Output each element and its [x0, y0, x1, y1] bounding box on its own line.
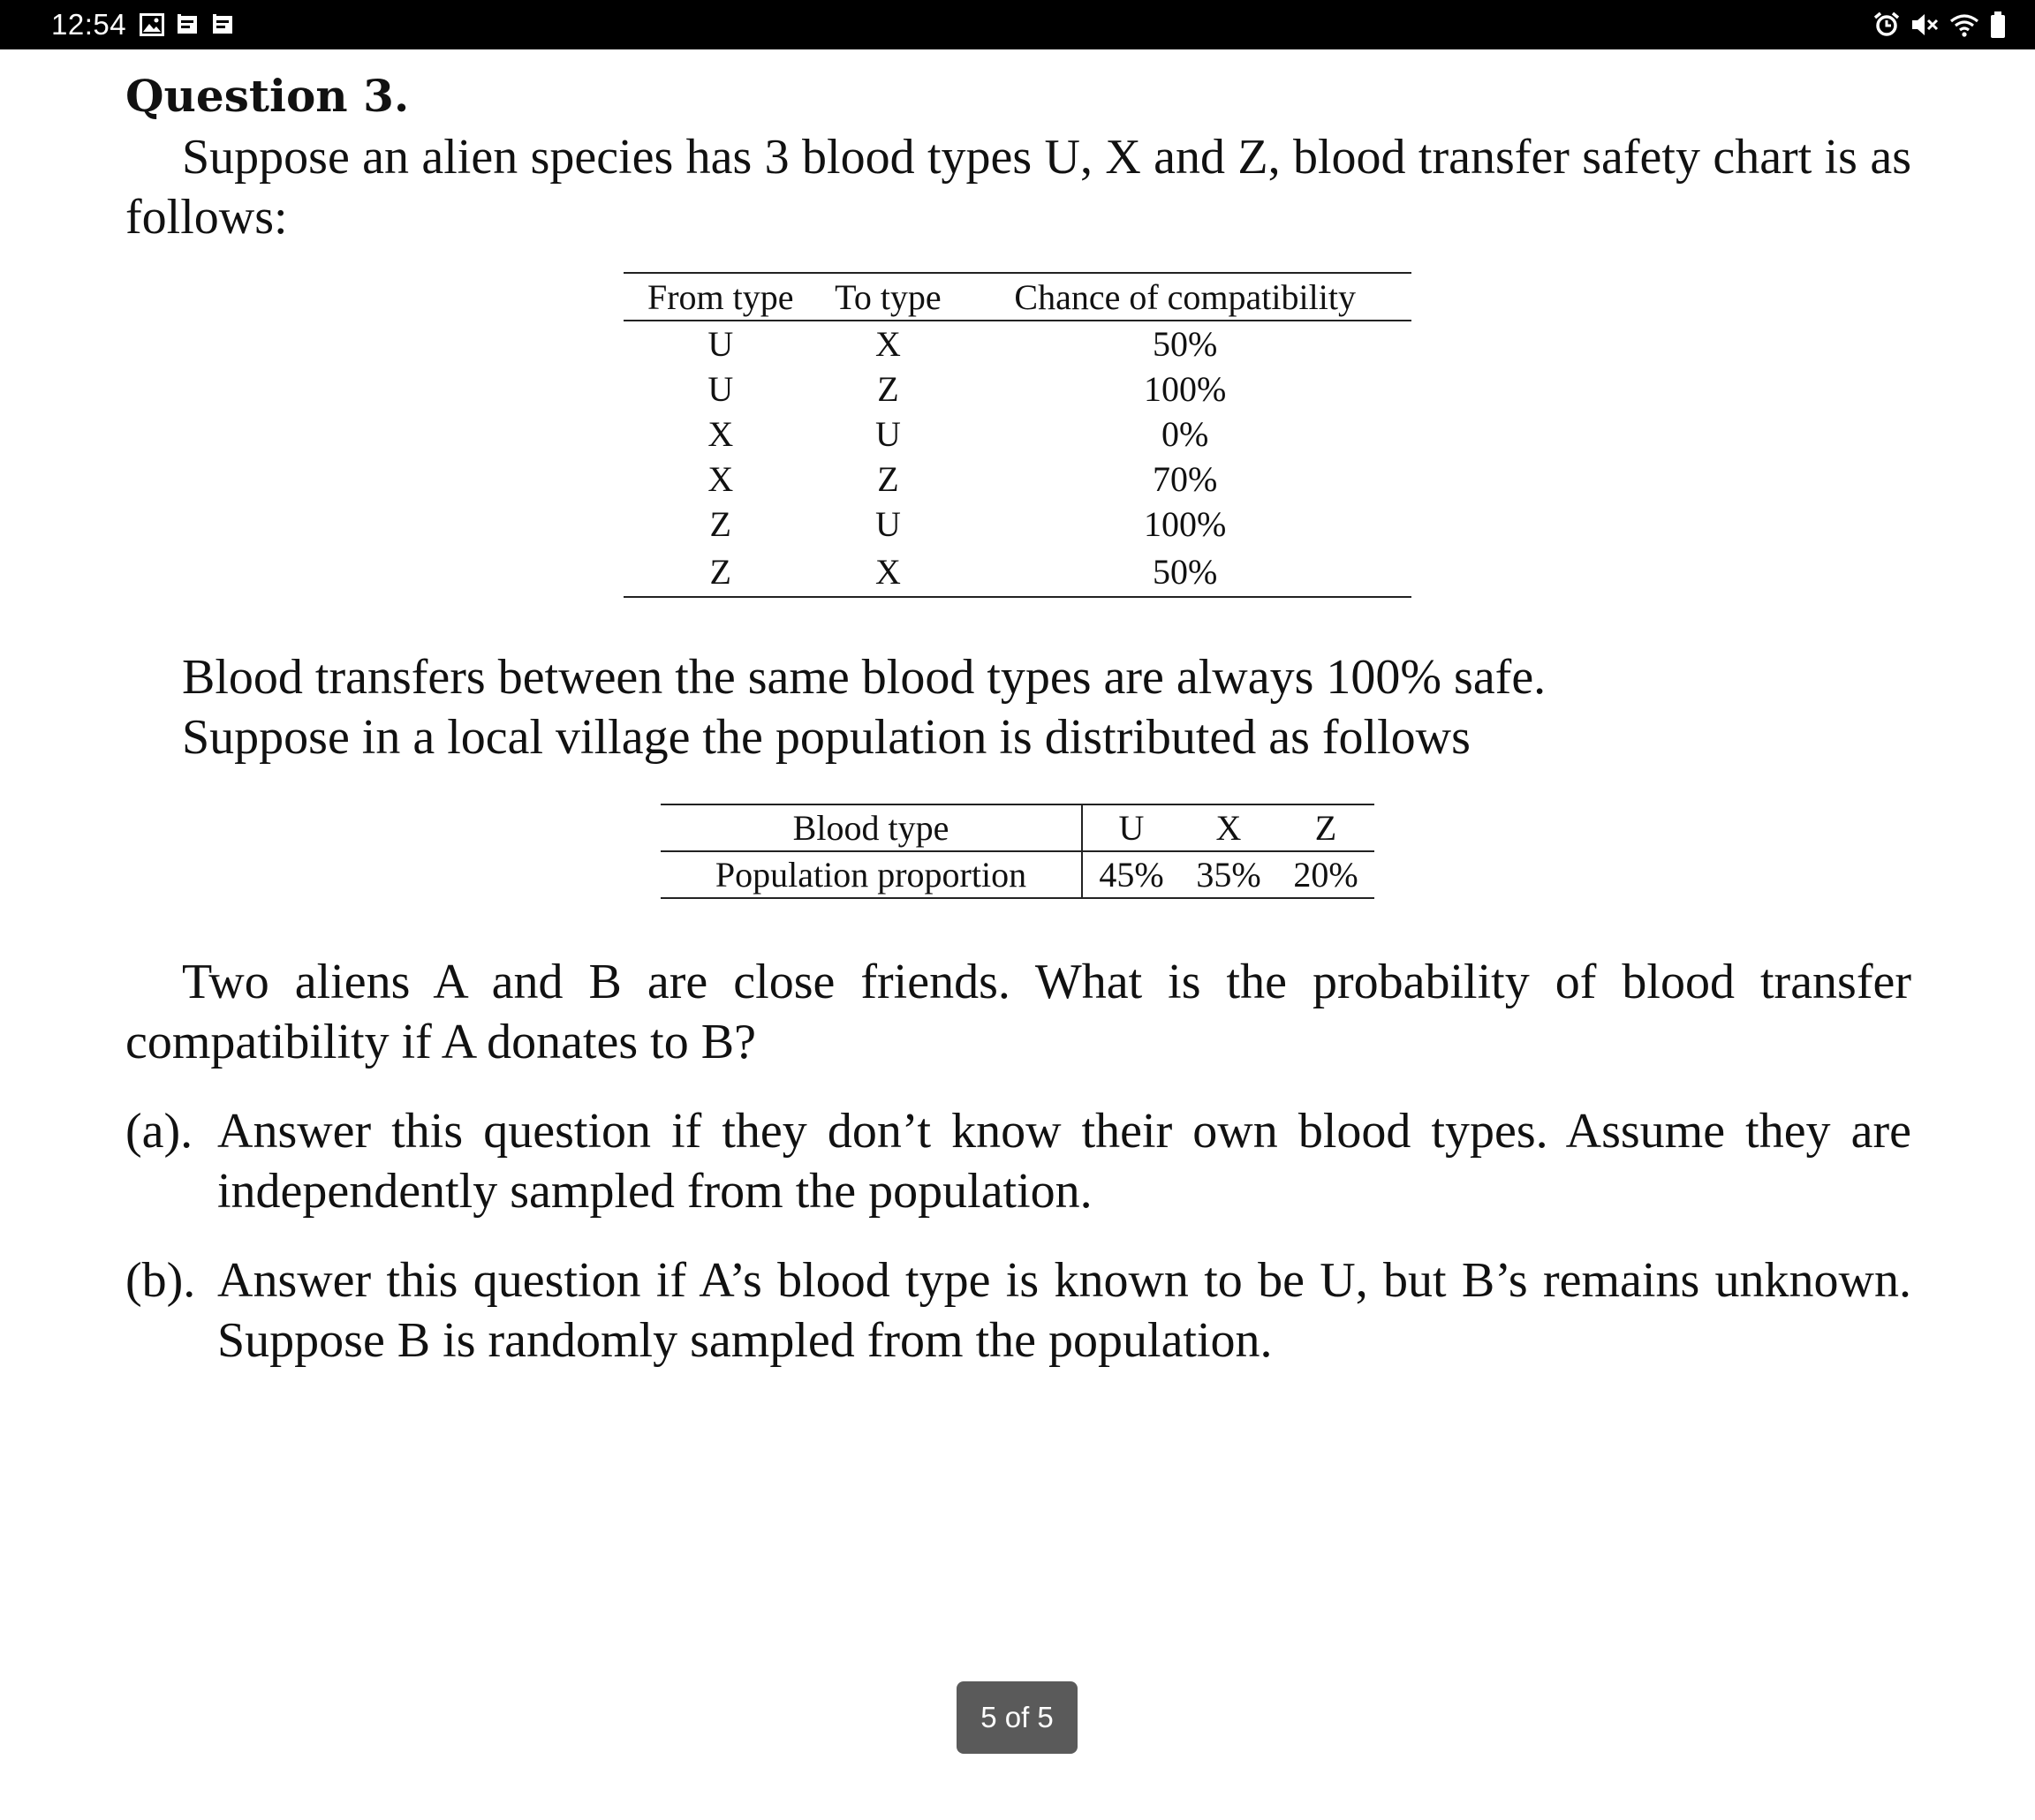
friends-question: Two aliens A and B are close friends. What is the probability of blood transfer compatibility if A donates to B? [125, 955, 1911, 1069]
table-cell: U [1082, 804, 1180, 851]
column-header: Chance of compatibility [958, 273, 1411, 321]
part-b [125, 1250, 1911, 1371]
table-row [624, 366, 1411, 412]
part-a-text: Answer this question if they don’t know their own blood types. Assume they are independently sampled from the population. [217, 1104, 1911, 1219]
table-cell: U [874, 414, 901, 454]
table-cell: 20% [1293, 855, 1358, 895]
table-cell: 100% [1144, 369, 1227, 409]
table-cell: Z [709, 551, 731, 592]
table-row [624, 321, 1411, 366]
intro-paragraph: Suppose an alien species has 3 blood types U, X and Z, blood transfer safety chart is as follows: [125, 130, 1911, 245]
table-cell: U [707, 369, 734, 409]
table-cell: Z [877, 459, 899, 499]
row-label: Blood type [661, 804, 1082, 851]
part-a-label: (a). [125, 1104, 193, 1159]
table-cell: 0% [1161, 414, 1209, 454]
table-row [624, 457, 1411, 502]
table-cell: X [1180, 804, 1277, 851]
page-indicator: 5 of 5 [957, 1681, 1078, 1754]
table-cell: Z [1277, 804, 1374, 851]
table-cell: 45% [1099, 855, 1164, 895]
table-header-row [661, 804, 1374, 851]
column-header: From type [624, 273, 818, 321]
table-cell: 70% [1153, 459, 1218, 499]
same-type-note: Blood transfers between the same blood types are always 100% safe. [182, 650, 1547, 705]
column-header: To type [818, 273, 959, 321]
table-cell: U [874, 504, 901, 544]
part-b-label: (b). [125, 1253, 196, 1308]
table-cell: Z [709, 504, 731, 544]
row-label: Population proportion [661, 851, 1082, 898]
table-row [624, 502, 1411, 547]
part-b-text: Answer this question if A’s blood type is known to be U, but B’s remains unknown. Suppose B is randomly sampled from the population. [217, 1253, 1911, 1368]
village-intro: Suppose in a local village the population is distributed as follows [182, 710, 1471, 765]
table-cell: X [874, 551, 901, 592]
table-row [661, 851, 1374, 898]
table-cell: U [707, 324, 734, 364]
table-cell: X [874, 324, 901, 364]
table-cell: 100% [1144, 504, 1227, 544]
part-a [125, 1101, 1911, 1221]
table-header-row [624, 273, 1411, 321]
table-cell: X [707, 459, 734, 499]
table-cell: Z [877, 369, 899, 409]
table-row [624, 412, 1411, 457]
compatibility-table [624, 272, 1411, 598]
status-time: 12:54 [51, 8, 127, 41]
table-cell: 50% [1153, 551, 1218, 592]
table-cell: 35% [1196, 855, 1261, 895]
table-cell: X [707, 414, 734, 454]
table-row [624, 547, 1411, 597]
question-title: Question 3. [125, 70, 410, 122]
table-cell: 50% [1153, 324, 1218, 364]
population-table [661, 804, 1374, 899]
